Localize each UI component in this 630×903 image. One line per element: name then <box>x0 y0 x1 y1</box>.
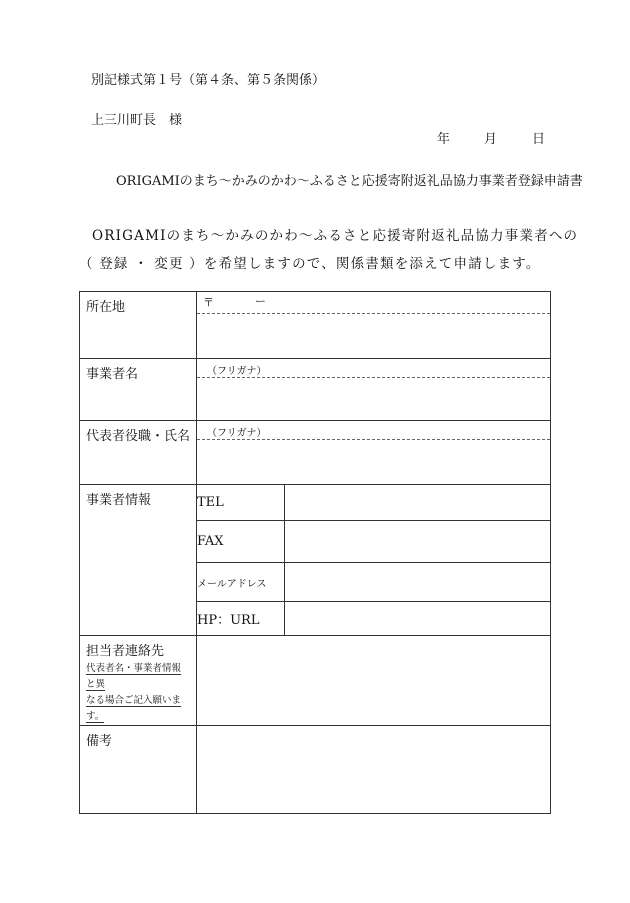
address-row <box>80 292 551 359</box>
tel-input[interactable] <box>285 485 551 521</box>
date-month-label: 月 <box>484 132 498 147</box>
contact-label: 担当者連絡先 <box>86 644 165 659</box>
contact-note <box>86 661 190 725</box>
fax-label: FAX <box>197 521 285 563</box>
business-name-furigana-field[interactable] <box>197 359 550 378</box>
business-name-row <box>80 359 551 421</box>
contact-note-line-2: なる場合ご記入願います。 <box>86 695 182 722</box>
email-label: メールアドレス <box>197 563 285 602</box>
contact-note-line-1: 代表者名・事業者情報と異 <box>86 663 182 690</box>
representative-row <box>80 421 551 485</box>
date-day-label: 日 <box>532 132 546 147</box>
business-name-cell <box>197 359 551 421</box>
postal-mark: 〒 <box>203 296 214 309</box>
contact-label-cell <box>80 636 197 726</box>
date-year-label: 年 <box>437 132 451 147</box>
representative-cell <box>197 421 551 485</box>
url-label: HP：URL <box>197 602 285 636</box>
url-input[interactable] <box>285 602 551 636</box>
representative-label: 代表者役職・氏名 <box>80 421 197 485</box>
fax-input[interactable] <box>285 521 551 563</box>
form-number: 別記様式第１号（第４条、第５条関係） <box>91 73 326 88</box>
business-name-input[interactable] <box>197 378 550 420</box>
body-text-line-1: ORIGAMIのまち〜かみのかわ〜ふるさと応援寄附返礼品協力事業者への <box>92 228 579 244</box>
postal-dash: ー <box>255 295 266 308</box>
representative-input[interactable] <box>197 440 550 484</box>
representative-furigana-label: （フリガナ） <box>207 428 267 439</box>
address-label: 所在地 <box>80 292 197 359</box>
representative-furigana-field[interactable] <box>197 421 550 440</box>
remarks-input[interactable] <box>197 726 551 814</box>
document-title: ORIGAMIのまち〜かみのかわ〜ふるさと応援寄附返礼品協力事業者登録申請書 <box>116 174 583 189</box>
postal-code-field[interactable] <box>197 292 550 314</box>
address-cell <box>197 292 551 359</box>
business-info-label: 事業者情報 <box>80 485 197 636</box>
contact-row <box>80 636 551 726</box>
address-input[interactable] <box>197 314 550 358</box>
tel-label: TEL <box>197 485 285 521</box>
body-text-line-2: （ 登録 ・ 変更 ）を希望しますので、関係書類を添えて申請します。 <box>79 256 541 272</box>
addressee: 上三川町長 様 <box>91 113 183 128</box>
business-info-tel-row <box>80 485 551 521</box>
application-form-table <box>79 291 551 814</box>
remarks-row <box>80 726 551 814</box>
email-input[interactable] <box>285 563 551 602</box>
remarks-label: 備考 <box>80 726 197 814</box>
business-name-furigana-label: （フリガナ） <box>207 366 267 377</box>
business-name-label: 事業者名 <box>80 359 197 421</box>
contact-input[interactable] <box>197 636 551 726</box>
